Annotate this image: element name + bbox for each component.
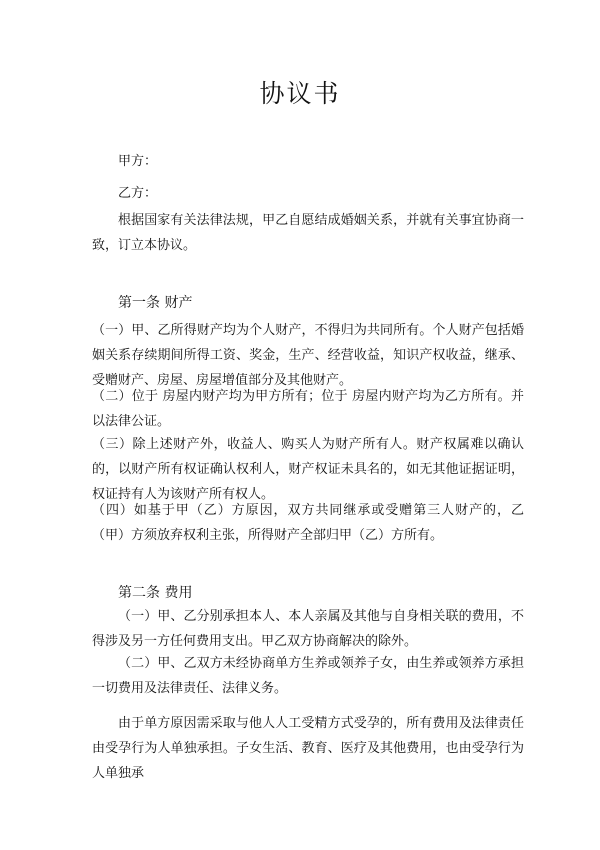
article1-clause-1: （一）甲、乙所得财产均为个人财产，不得归为共同所有。个人财产包括婚姻关系存续期间所得工资、奖金，生产、经营收益，知识产权收益，继承、受赠财产、房屋、房屋增值部分及其他财产。 [92, 323, 524, 388]
article1-clause-2: （二）位于 房屋内财产均为甲方所有；位于 房屋内财产均为乙方所有。并以法律公证。 [92, 389, 524, 429]
article1-heading: 第一条 财产 [118, 295, 193, 311]
article2-clause-3: 由于单方原因需采取与他人人工受精方式受孕的，所有费用及法律责任由受孕行为人单独承担。子女生活、教育、医疗及其他费用，也由受孕行为人单独承 [92, 716, 524, 781]
article1-clause-4: （四）如基于甲（乙）方原因，双方共同继承或受赠第三人财产的，乙（甲）方须放弃权利主张，所得财产全部归甲（乙）方所有。 [92, 503, 524, 543]
article1-clause-3: （三）除上述财产外，收益人、购买人为财产所有人。财产权属难以确认的，以财产所有权证确认权利人，财产权证未具名的，如无其他证据证明，权证持有人为该财产所有权人。 [92, 437, 524, 502]
party-a-label: 甲方： [118, 154, 158, 169]
article2-clause-1: （一）甲、乙分别承担本人、本人亲属及其他与自身相关联的费用，不得涉及另一方任何费用支出。甲乙双方协商解决的除外。 [92, 609, 524, 649]
article2-heading: 第二条 费用 [118, 585, 193, 601]
article2-clause-2: （二）甲、乙双方未经协商单方生养或领养子女，由生养或领养方承担一切费用及法律责任、法律义务。 [92, 656, 524, 696]
party-b-label: 乙方： [118, 186, 158, 201]
document-title: 协议书 [259, 79, 341, 108]
preamble-paragraph: 根据国家有关法律法规，甲乙自愿结成婚姻关系，并就有关事宜协商一致，订立本协议。 [92, 213, 524, 253]
